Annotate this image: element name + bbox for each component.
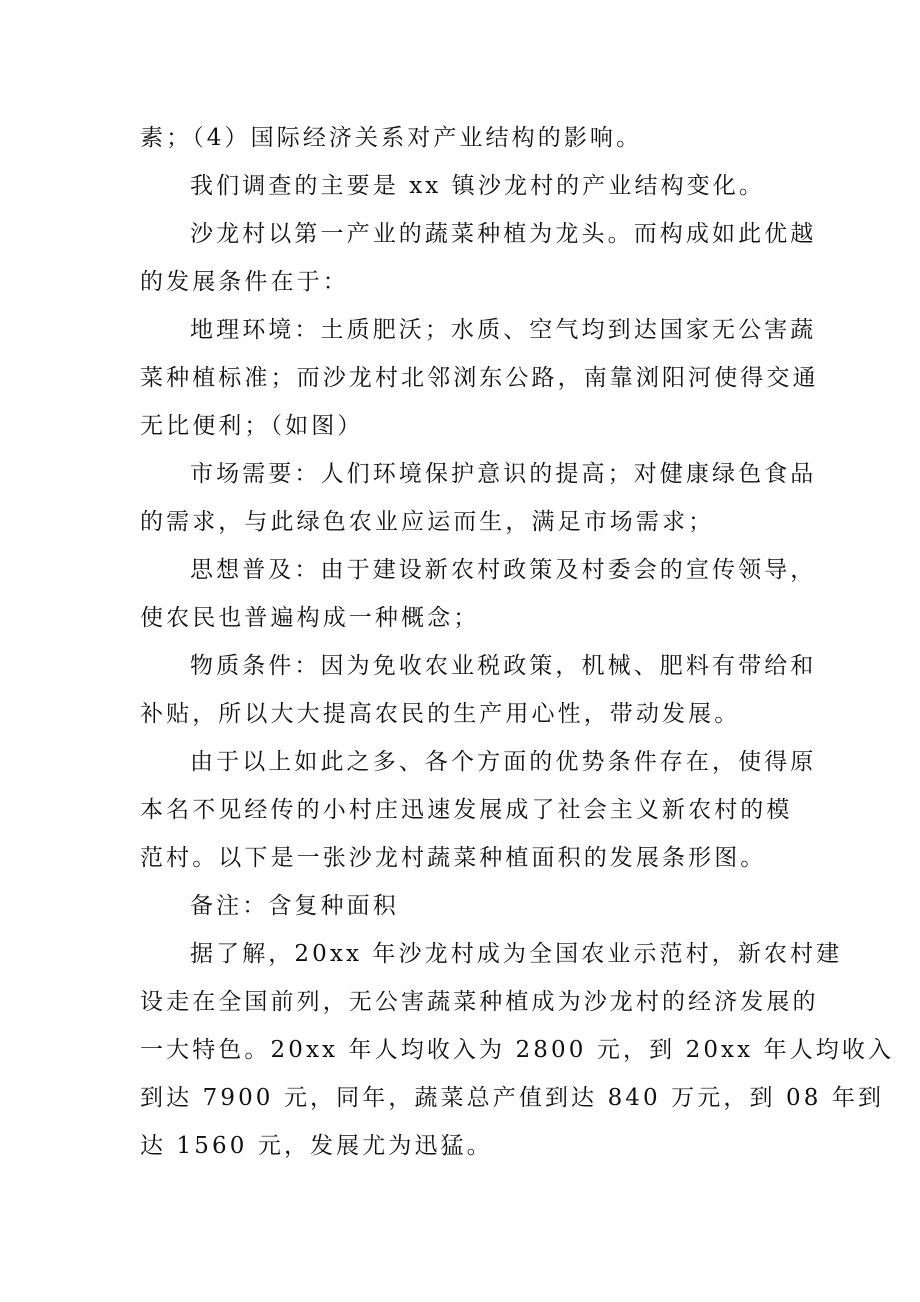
paragraph-line: 一大特色。20xx 年人均收入为 2800 元，到 20xx 年人均收入	[140, 1037, 895, 1063]
paragraph-line: 使农民也普遍构成一种概念；	[140, 605, 480, 631]
paragraph-line: 补贴，所以大大提高农民的生产用心性，带动发展。	[140, 701, 741, 727]
paragraph-line: 设走在全国前列，无公害蔬菜种植成为沙龙村的经济发展的	[140, 989, 819, 1015]
paragraph-line: 达 1560 元，发展尤为迅猛。	[140, 1133, 493, 1159]
paragraph-line: 素；（4）国际经济关系对产业结构的影响。	[140, 125, 643, 151]
paragraph-line: 无比便利；（如图）	[140, 413, 364, 439]
paragraph-line: 范村。以下是一张沙龙村蔬菜种植面积的发展条形图。	[140, 845, 767, 871]
paragraph-line: 地理环境：土质肥沃；水质、空气均到达国家无公害蔬	[190, 317, 817, 343]
paragraph-line: 的需求，与此绿色农业应运而生，满足市场需求；	[140, 509, 715, 535]
paragraph-line: 到达 7900 元，同年，蔬菜总产值到达 840 万元，到 08 年到	[140, 1085, 885, 1111]
paragraph-line: 菜种植标准；而沙龙村北邻浏东公路，南靠浏阳河使得交通	[140, 365, 819, 391]
paragraph-line: 我们调查的主要是 xx 镇沙龙村的产业结构变化。	[190, 173, 765, 199]
note-line: 备注：含复种面积	[190, 893, 399, 919]
paragraph-line: 市场需要：人们环境保护意识的提高；对健康绿色食品	[190, 461, 817, 487]
paragraph-line: 本名不见经传的小村庄迅速发展成了社会主义新农村的模	[140, 797, 793, 823]
paragraph-line: 由于以上如此之多、各个方面的优势条件存在，使得原	[190, 749, 817, 775]
paragraph-line: 据了解，20xx 年沙龙村成为全国农业示范村，新农村建	[190, 941, 843, 967]
paragraph-line: 沙龙村以第一产业的蔬菜种植为龙头。而构成如此优越	[190, 221, 817, 247]
paragraph-line: 的发展条件在于：	[140, 269, 349, 295]
paragraph-line: 思想普及：由于建设新农村政策及村委会的宣传领导，	[190, 557, 817, 583]
paragraph-line: 物质条件：因为免收农业税政策，机械、肥料有带给和	[190, 653, 817, 679]
